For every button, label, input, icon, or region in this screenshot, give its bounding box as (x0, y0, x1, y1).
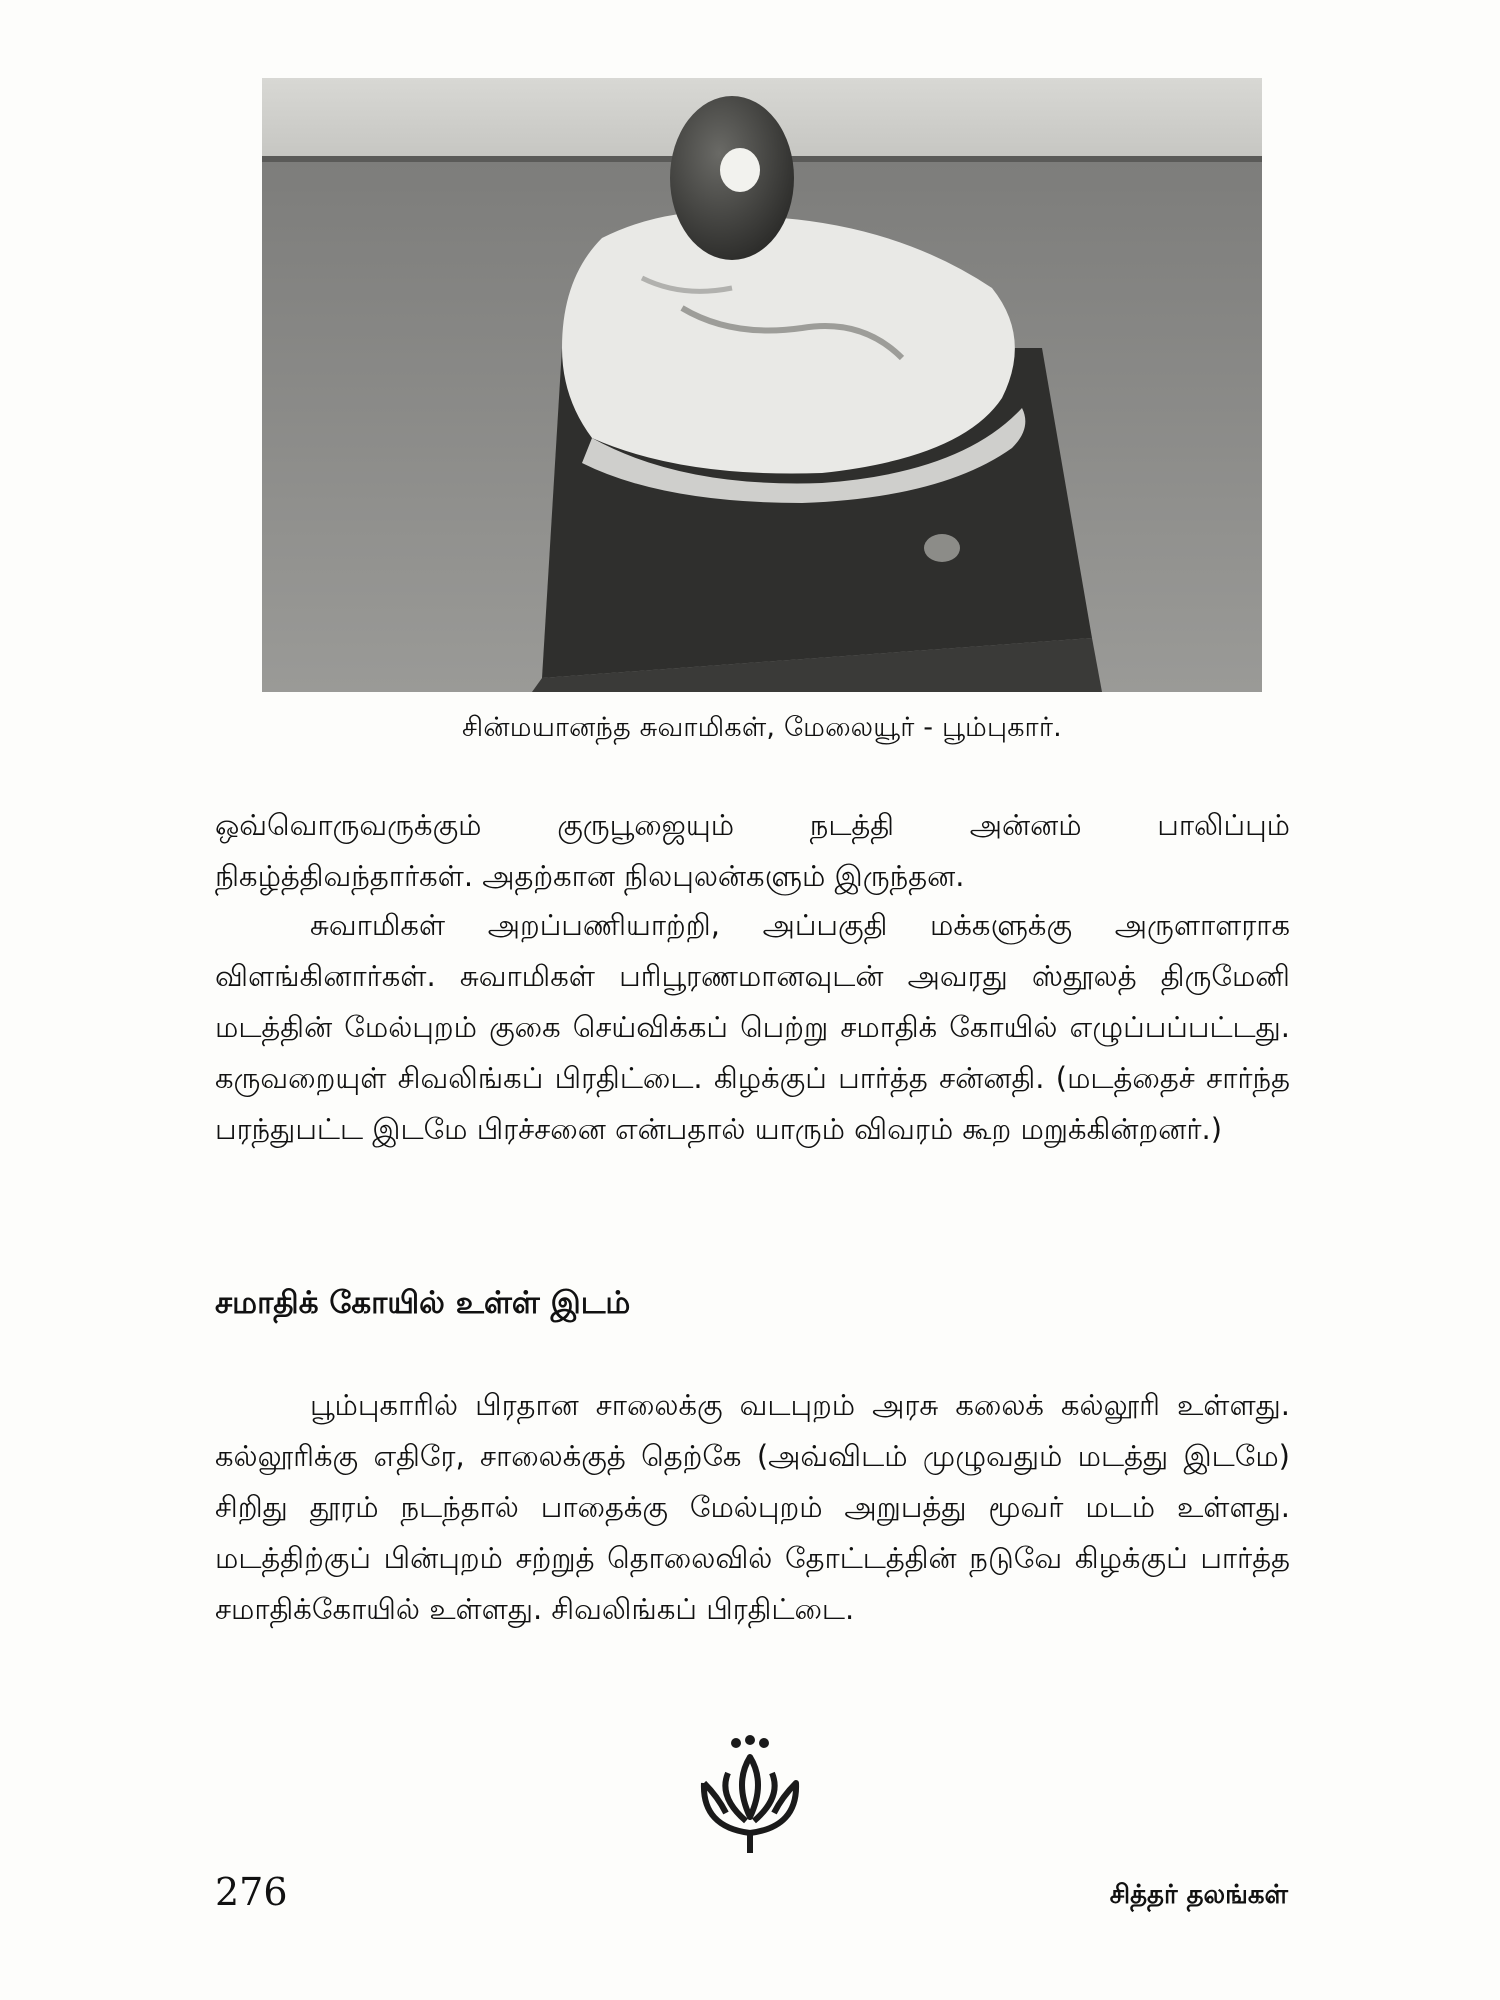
page-number: 276 (215, 1870, 288, 1914)
lotus-ornament-icon (690, 1735, 810, 1860)
shivalinga-photo-drawing (262, 78, 1262, 692)
section-heading: சமாதிக் கோயில் உள்ள் இடம் (215, 1285, 631, 1321)
paragraph-2: சுவாமிகள் அறப்பணியாற்றி, அப்பகுதி மக்களுக்கு அருளாளராக விளங்கினார்கள். சுவாமிகள் பரிபூரணமானவுடன் அவரது ஸ்தூலத் திருமேனி மடத்தின் மேல்புறம் குகை செய்விக்கப் பெற்று சமாதிக் கோயில் எழுப்பப்பட்டது. கருவறையுள் சிவலிங்கப் பிரதிட்டை. கிழக்குப் பார்த்த சன்னதி. (மடத்தைச் சார்ந்த பரந்துபட்ட இடமே பிரச்சனை என்பதால் யாரும் விவரம் கூற மறுக்கின்றனர்.) (215, 908, 1290, 1146)
book-title: சித்தர் தலங்கள் (1109, 1880, 1288, 1910)
paragraph-3: பூம்புகாரில் பிரதான சாலைக்கு வடபுறம் அரசு கலைக் கல்லூரி உள்ளது. கல்லூரிக்கு எதிரே, சாலைக்குத் தெற்கே (அவ்விடம் முழுவதும் மடத்து இடமே) சிறிது தூரம் நடந்தால் பாதைக்கு மேல்புறம் அறுபத்து மூவர் மடம் உள்ளது. மடத்திற்குப் பின்புறம் சற்றுத் தொலைவில் தோட்டத்தின் நடுவே கிழக்குப் பார்த்த சமாதிக்கோயில் உள்ளது. சிவலிங்கப் பிரதிட்டை. (215, 1388, 1290, 1626)
photo-caption: சின்மயானந்த சுவாமிகள், மேலையூர் - பூம்புகார். (462, 712, 1062, 743)
paragraph-1: ஒவ்வொருவருக்கும் குருபூஜையும் நடத்தி அன்னம் பாலிப்பும் நிகழ்த்திவந்தார்கள். அதற்கான நிலபுலன்களும் இருந்தன. (215, 808, 1290, 893)
shivalinga-photo (262, 78, 1262, 692)
